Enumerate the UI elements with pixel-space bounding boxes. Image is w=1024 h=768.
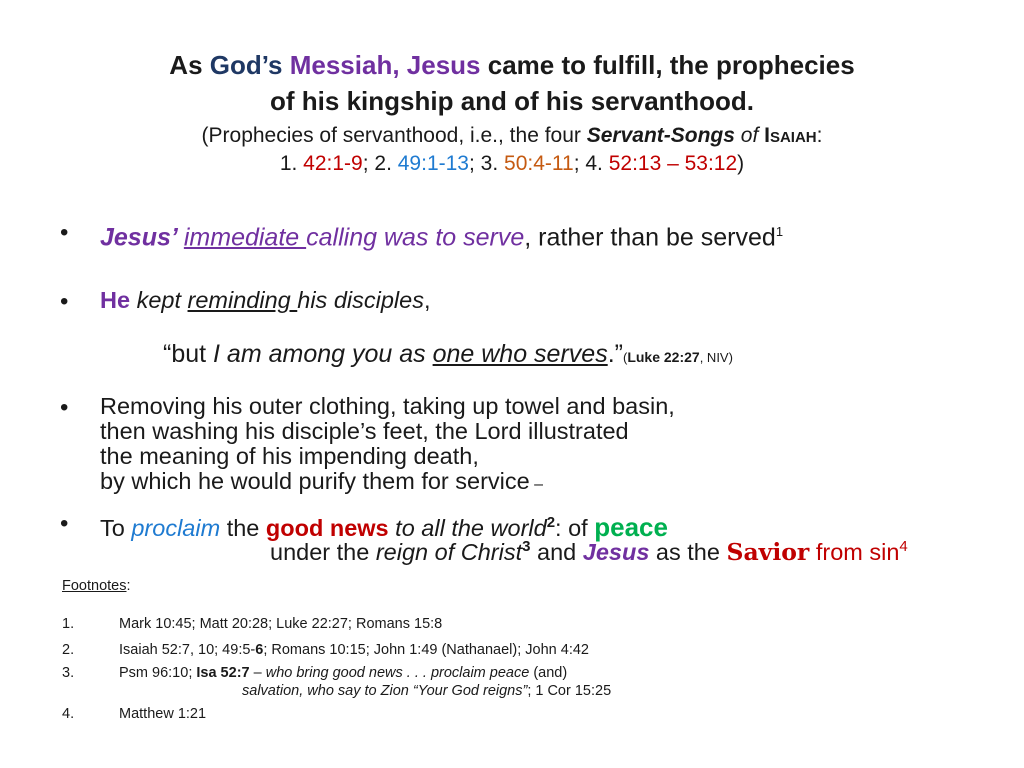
b4-peace: peace (594, 511, 668, 542)
b3-line-2: then washing his disciple’s feet, the Lord illustrated (100, 418, 629, 444)
b3-line-4 (100, 469, 675, 497)
footnotes-label: Footnotes (62, 578, 127, 594)
b4-footnote-ref-4: 4 (899, 538, 908, 556)
subtitle-text: (Prophecies of servanthood, i.e., the four (201, 124, 587, 147)
b2-he: He (100, 287, 137, 313)
footnote-4-text: Matthew 1:21 (119, 706, 207, 722)
b3-line-4-text: by which he would purify them for service (100, 468, 530, 494)
ref-num-3: ; 3. (468, 152, 505, 175)
title-line-2: of his kingship and of his servanthood. (270, 86, 754, 116)
bullet-4-line-2 (270, 538, 908, 566)
b3-line-1: Removing his outer clothing, taking up towel and basin, (100, 393, 675, 419)
b4-as: as the (649, 539, 727, 565)
ref-3: 50:4-11 (504, 152, 574, 175)
b2-disciples: his disciples (297, 287, 424, 313)
fn3-g: ; 1 Cor 15:25 (527, 683, 612, 699)
b4-reign: reign of Christ (375, 539, 523, 565)
quote-underlined: one who serves (432, 340, 608, 368)
b4-the: the (220, 514, 266, 541)
ref-2: 49:1-13 (397, 152, 469, 175)
bullet-4 (100, 510, 668, 541)
footnote-1-num: 1. (62, 616, 75, 632)
b4-jesus: Jesus (582, 539, 650, 565)
b2-reminding: reminding (187, 287, 298, 313)
quote-open: “but (163, 340, 214, 368)
ref-num-2: ; 2. (362, 152, 398, 175)
title-gods: God’s (209, 50, 283, 80)
subtitle-line-2 (0, 152, 1024, 176)
b4-footnote-ref-2: 2 (546, 514, 556, 531)
b4-under: under the (270, 539, 376, 565)
fn3-a: Psm 96:10; (119, 665, 197, 681)
bullet-2 (100, 288, 431, 313)
title-line-1 (0, 50, 1024, 81)
b4-savior: Savior (726, 538, 810, 566)
b4-to: To (100, 514, 132, 541)
fn3-b: Isa 52:7 (196, 665, 250, 681)
b4-footnote-ref-3: 3 (522, 538, 531, 556)
b4-to-all: to all the world (388, 514, 547, 541)
quote-ref-luke: Luke 22:27 (627, 349, 700, 365)
b1-jesus: Jesus’ (100, 223, 184, 252)
ref-close: ) (737, 152, 745, 175)
title-messiah: Messiah, (289, 50, 400, 80)
ref-num-4: ; 4. (573, 152, 609, 175)
b1-rest: , rather than be served (524, 223, 776, 252)
title-jesus: Jesus (406, 50, 481, 80)
bullet-4-marker: • (60, 510, 69, 537)
servant-songs: Servant-Songs (586, 124, 735, 147)
footnote-3-num: 3. (62, 665, 75, 681)
title-rest: came to fulfill, the prophecies (480, 50, 855, 80)
luke-quote (163, 340, 733, 369)
subtitle-of: of (734, 124, 765, 147)
b4-of: : of (555, 514, 595, 541)
isaiah-label: Isaiah (764, 124, 817, 147)
bullet-1 (100, 219, 783, 250)
bullet-3 (100, 394, 675, 497)
ref-num-1: 1. (279, 152, 304, 175)
ref-1: 42:1-9 (303, 152, 363, 175)
footnote-3-text (119, 665, 567, 681)
quote-ref-niv: , NIV) (699, 350, 733, 365)
bullet-2-marker: • (60, 288, 69, 315)
bullet-3-marker: • (60, 394, 69, 421)
quote-close: .” (607, 340, 623, 368)
b3-dash: – (529, 476, 544, 493)
b4-proclaim: proclaim (131, 514, 221, 541)
fn3-f: salvation, who say to Zion “Your God reigns” (242, 683, 528, 699)
b2-kept: kept (136, 287, 188, 313)
footnote-2-text (119, 642, 589, 658)
b1-calling: calling was to serve (306, 223, 525, 252)
b1-footnote-ref: 1 (775, 224, 784, 239)
fn2-b: 6 (255, 642, 264, 658)
fn2-c: ; Romans 10:15; John 1:49 (Nathanael); John 4:42 (263, 642, 589, 658)
footnote-4-num: 4. (62, 706, 75, 722)
b2-comma: , (423, 287, 431, 313)
b1-immediate: immediate (183, 223, 307, 252)
fn3-d: who bring good news . . . proclaim peace (265, 665, 530, 681)
b4-and: and (530, 539, 583, 565)
subtitle-colon: : (816, 124, 823, 147)
fn3-e: (and) (529, 665, 568, 681)
fn3-c: – (249, 665, 266, 681)
b3-line-3: the meaning of his impending death, (100, 443, 479, 469)
footnote-3-line-2 (242, 683, 611, 699)
quote-ref-open: ( (622, 350, 628, 365)
footnote-2-num: 2. (62, 642, 75, 658)
b4-good-news: good news (265, 514, 389, 541)
quote-italic: I am among you as (213, 340, 433, 368)
footnote-1-text: Mark 10:45; Matt 20:28; Luke 22:27; Romans 15:8 (119, 616, 443, 632)
fn2-a: Isaiah 52:7, 10; 49:5- (119, 642, 256, 658)
ref-4: 52:13 – 53:12 (608, 152, 738, 175)
b4-from-sin: from sin (809, 539, 900, 565)
footnotes-colon: : (126, 578, 131, 594)
subtitle-line-1 (0, 124, 1024, 148)
footnotes-header (62, 578, 131, 594)
title-as: As (169, 50, 210, 80)
bullet-1-marker: • (60, 219, 69, 246)
